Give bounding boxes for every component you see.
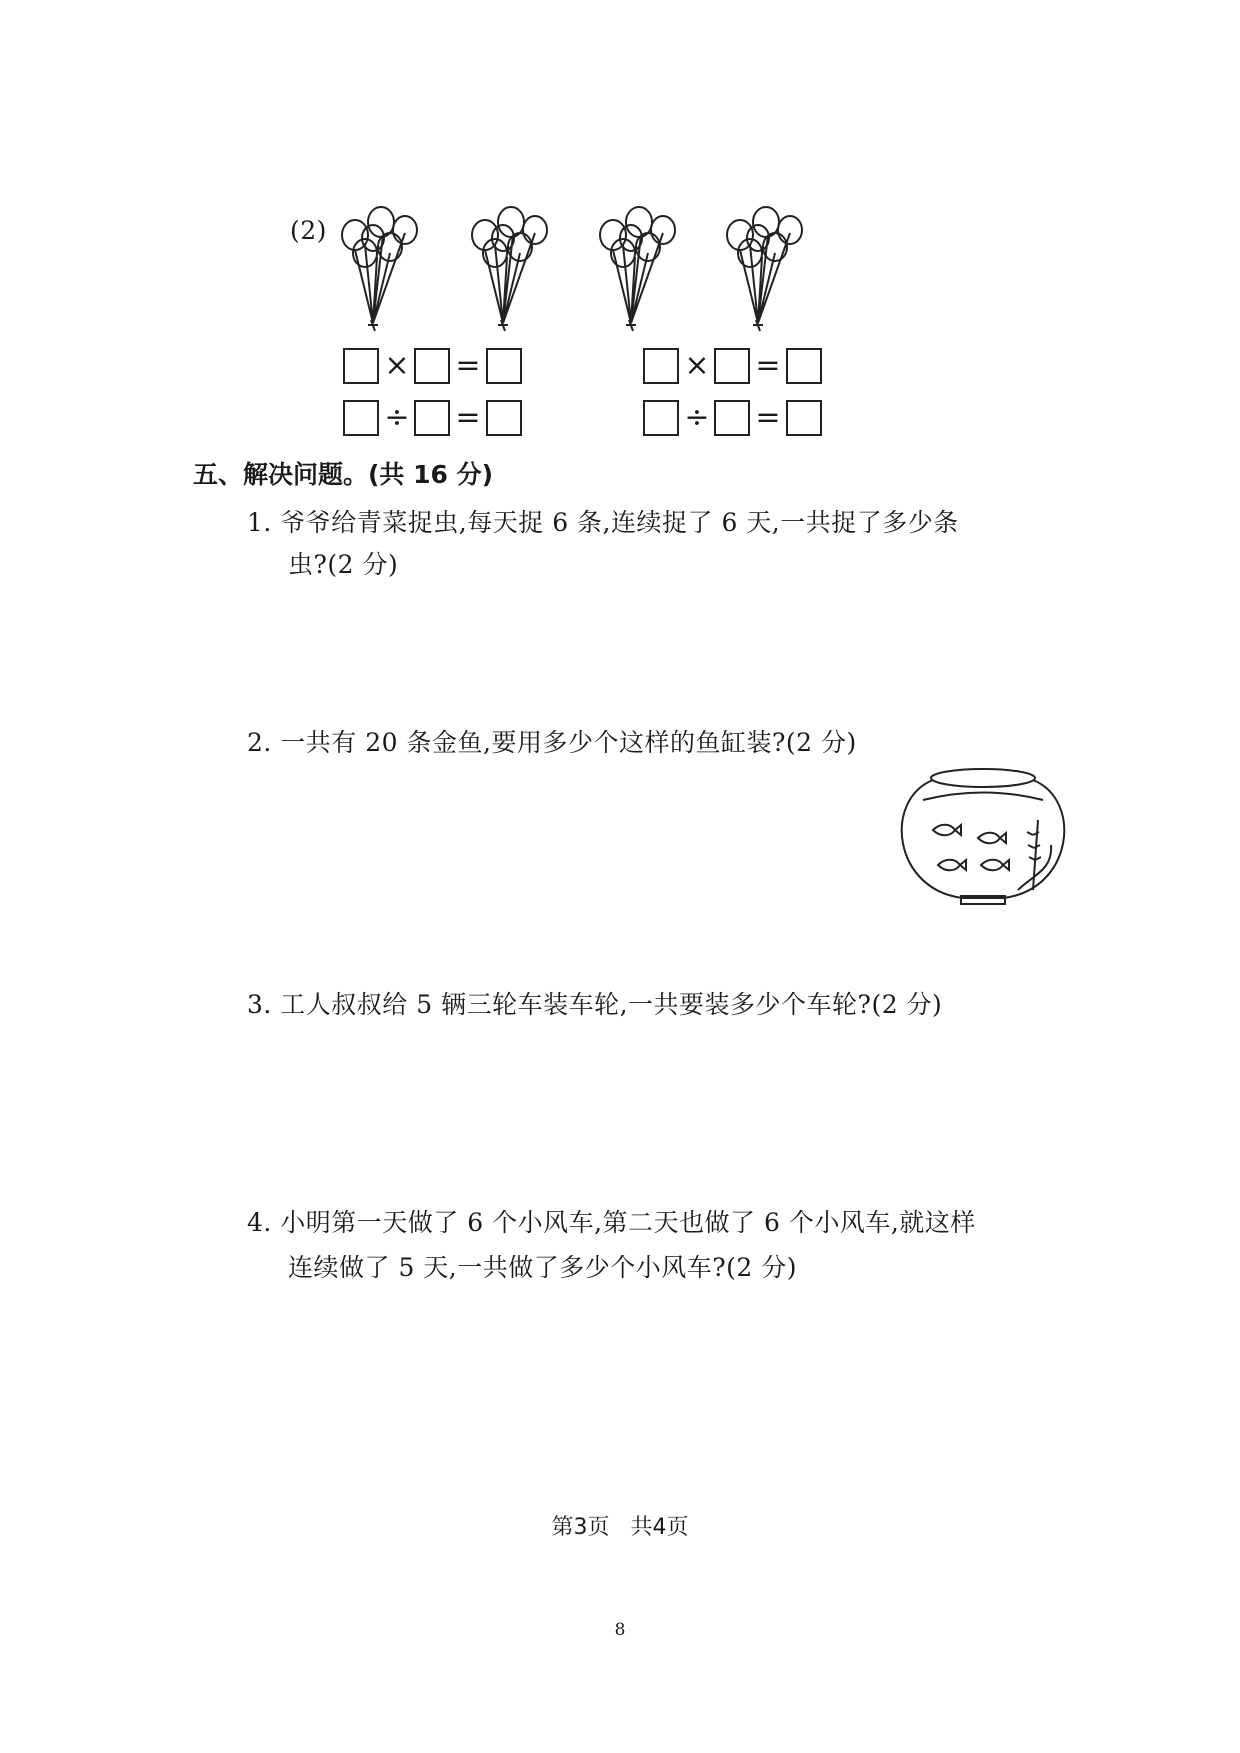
balloon-bunch-icon	[465, 205, 555, 333]
divide-sign: ÷	[384, 400, 410, 435]
question-1-line-2: 虫?(2 分)	[288, 550, 399, 579]
answer-box[interactable]	[643, 400, 679, 436]
equals-sign: =	[755, 348, 781, 383]
equals-sign: =	[455, 400, 481, 435]
answer-box[interactable]	[486, 400, 522, 436]
balloon-bunch-icon	[593, 205, 683, 333]
answer-box[interactable]	[714, 348, 750, 384]
question-4-line-1: 4. 小明第一天做了 6 个小风车,第二天也做了 6 个小风车,就这样	[247, 1208, 976, 1237]
answer-box[interactable]	[343, 348, 379, 384]
answer-box[interactable]	[343, 400, 379, 436]
section-title: 五、解决问题。(共 16 分)	[193, 460, 494, 489]
page-number: 8	[614, 1620, 626, 1640]
answer-box[interactable]	[786, 400, 822, 436]
times-sign: ×	[384, 348, 410, 383]
page-info: 第3页 共4页	[551, 1515, 689, 1540]
answer-box[interactable]	[786, 348, 822, 384]
times-sign: ×	[684, 348, 710, 383]
fishbowl-icon	[893, 760, 1073, 910]
divide-sign: ÷	[684, 400, 710, 435]
question-4-line-2: 连续做了 5 天,一共做了多少个小风车?(2 分)	[288, 1253, 798, 1282]
answer-box[interactable]	[414, 400, 450, 436]
answer-box[interactable]	[414, 348, 450, 384]
question-1-line-1: 1. 爷爷给青菜捉虫,每天捉 6 条,连续捉了 6 天,一共捉了多少条	[247, 508, 959, 537]
balloon-bunch-icon	[720, 205, 810, 333]
answer-box[interactable]	[486, 348, 522, 384]
question-3-line-1: 3. 工人叔叔给 5 辆三轮车装车轮,一共要装多少个车轮?(2 分)	[247, 990, 943, 1019]
equals-sign: =	[755, 400, 781, 435]
part2-label: (2)	[290, 216, 327, 245]
balloon-bunch-icon	[335, 205, 425, 333]
answer-box[interactable]	[643, 348, 679, 384]
answer-box[interactable]	[714, 400, 750, 436]
equals-sign: =	[455, 348, 481, 383]
question-2-line-1: 2. 一共有 20 条金鱼,要用多少个这样的鱼缸装?(2 分)	[247, 728, 857, 757]
